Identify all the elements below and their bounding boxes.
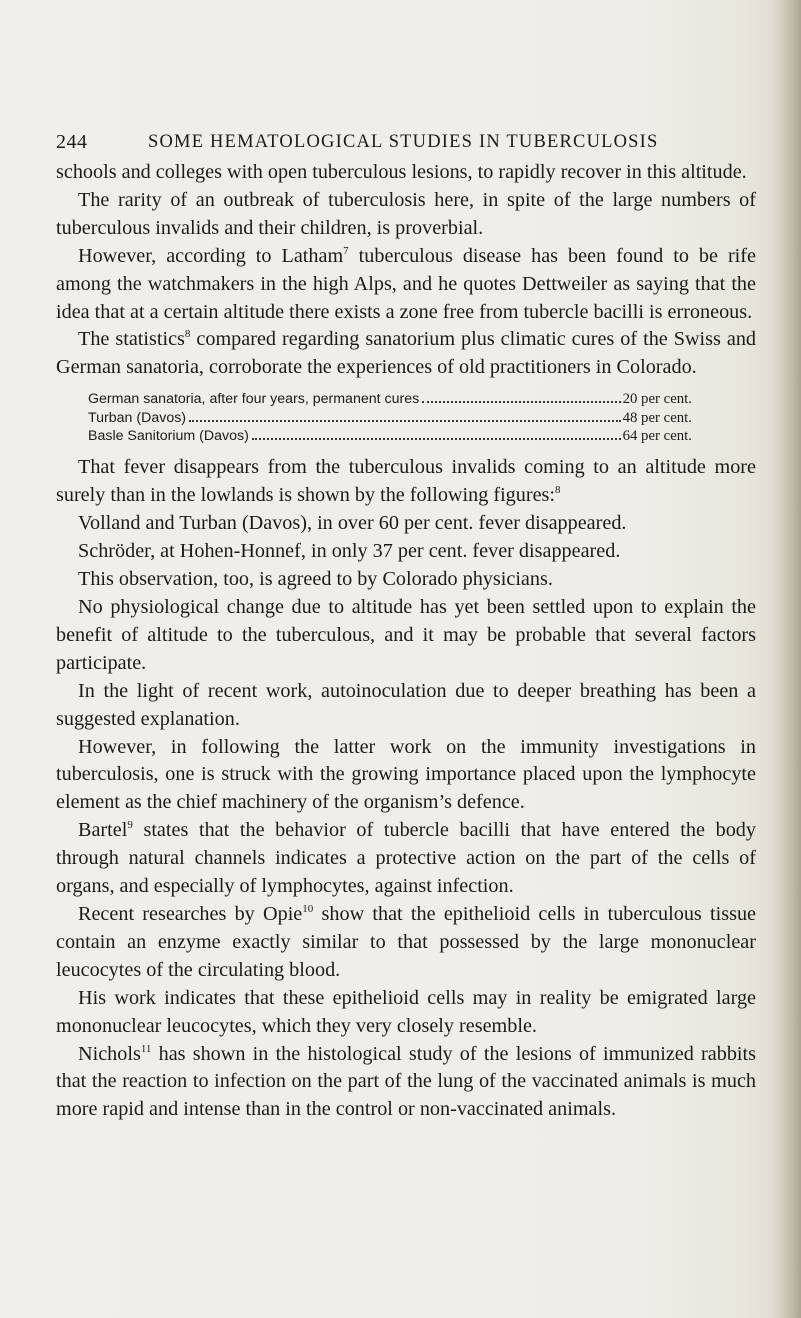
stat-label: German sanatoria, after four years, permanent cures xyxy=(88,391,420,408)
footnote-ref: 9 xyxy=(127,819,133,832)
stat-row xyxy=(88,427,692,445)
footnote-ref: 10 xyxy=(302,902,314,915)
footnote-ref: 11 xyxy=(140,1042,152,1055)
paragraph-13-text-cont: show that the epithelioid cells in tuberculous tissue contain an enzyme exactly similar to that possessed by the large mononuclear leucocytes of the circulating blood. xyxy=(56,902,757,981)
paragraph-3-text: However, according to Latham xyxy=(78,244,344,267)
page-header xyxy=(56,131,756,157)
paragraph-4-text-cont: compared regarding sanatorium plus climatic cures of the Swiss and German sanatoria, corroborate the experiences of old practitioners in Colorado. xyxy=(56,328,757,379)
paragraph-15-text-cont: has shown in the histological study of the lesions of immunized rabbits that the reaction to infection on the part of the lung of the vaccinated animals is much more rapid and intense than in the control or non-vaccinated animals. xyxy=(56,1042,756,1121)
footnote-ref: 8 xyxy=(555,484,561,497)
dot-leader xyxy=(189,420,621,422)
paragraph-13-text: Recent researches by Opie xyxy=(78,902,303,925)
paragraph-8: This observation, too, is agreed to by Colorado physicians. xyxy=(78,568,553,591)
paragraph-1: schools and colleges with open tuberculous lesions, to rapidly recover in this altitude. xyxy=(56,161,747,183)
stat-value: 20 per cent. xyxy=(622,391,692,408)
paragraph-4-text: The statistics xyxy=(78,328,185,351)
paragraph-2: The rarity of an outbreak of tuberculosis here, in spite of the large numbers of tuberculous invalids and their children, is proverbial. xyxy=(56,188,756,239)
stat-row xyxy=(88,409,692,427)
paragraph-13 xyxy=(56,901,756,985)
paragraph-7: Schröder, at Hohen-Honnef, in only 37 per cent. fever disappeared. xyxy=(78,540,621,563)
dot-leader xyxy=(422,401,620,403)
paragraph-12-text-cont: states that the behavior of tubercle bacilli that have entered the body through natural channels indicates a protective action on the part of the cells of organs, and especially of lymphocytes, against infection. xyxy=(56,819,756,898)
paragraph-4 xyxy=(56,326,756,382)
footnote-ref: 7 xyxy=(343,244,349,257)
running-head: SOME HEMATOLOGICAL STUDIES IN TUBERCULOSIS xyxy=(148,132,659,152)
stat-label: Turban (Davos) xyxy=(88,409,187,426)
paragraph-5 xyxy=(56,454,756,510)
stat-value: 64 per cent. xyxy=(622,428,692,445)
page-number: 244 xyxy=(56,131,88,153)
paragraph-12-text: Bartel xyxy=(78,819,128,842)
paragraph-9: No physiological change due to altitude has yet been settled upon to explain the benefit of altitude to the tuberculous, and it may be probable that several factors participate. xyxy=(56,596,756,674)
stat-value: 48 per cent. xyxy=(622,409,692,426)
paragraph-11: However, in following the latter work on the immunity investigations in tuberculosis, one is struck with the growing importance placed upon the lymphocyte element as the chief machinery of the organism’s defence. xyxy=(56,735,756,814)
paragraph-10: In the light of recent work, autoinoculation due to deeper breathing has been a suggested explanation. xyxy=(56,679,756,730)
body-text xyxy=(56,159,756,1124)
stat-label: Basle Sanitorium (Davos) xyxy=(88,428,249,445)
statistics-table xyxy=(88,390,692,445)
paragraph-3-text-cont: tuberculous disease has been found to be rife among the watchmakers in the high Alps, and he quotes Dettweiler as saying that the idea that at a certain altitude there exists a zone free from tubercle bacilli is erroneous. xyxy=(56,244,756,323)
paragraph-5-text: That fever disappears from the tuberculous invalids coming to an altitude more surely than in the lowlands is shown by the following figures: xyxy=(56,456,756,507)
paragraph-14: His work indicates that these epithelioid cells may in reality be emigrated large mononuclear leucocytes, which they very closely resemble. xyxy=(56,986,756,1037)
footnote-ref: 8 xyxy=(184,328,191,341)
paragraph-12 xyxy=(56,817,756,901)
paragraph-15-text: Nichols xyxy=(78,1042,141,1065)
dot-leader xyxy=(252,438,621,440)
paragraph-3 xyxy=(56,243,756,327)
stat-row xyxy=(88,390,692,408)
page-edge-shadow xyxy=(771,0,801,1318)
paragraph-6: Volland and Turban (Davos), in over 60 per cent. fever disappeared. xyxy=(78,512,627,535)
paragraph-15 xyxy=(56,1041,756,1125)
